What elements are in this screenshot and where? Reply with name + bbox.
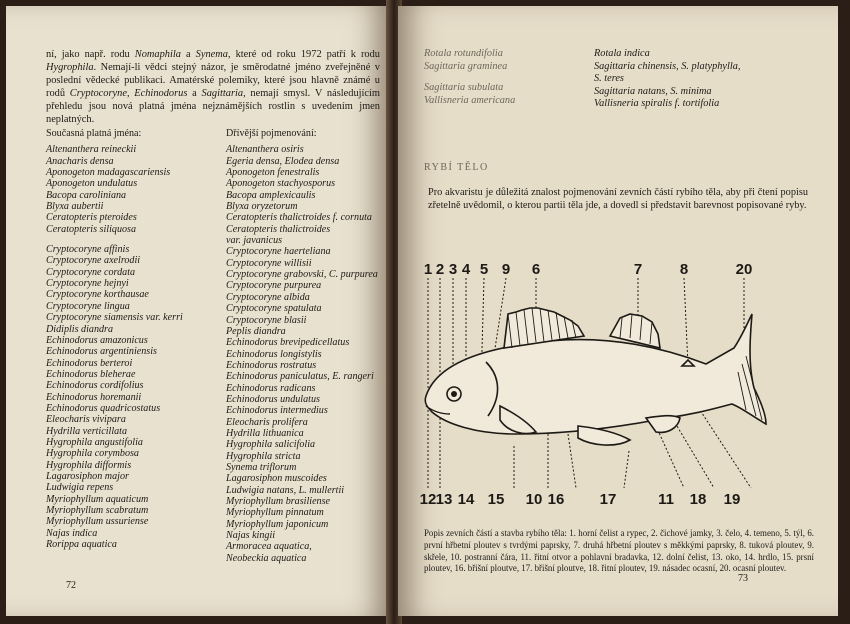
bottom-label-11: 11 xyxy=(658,491,674,508)
bottom-label-19: 19 xyxy=(723,491,741,508)
current-name-item: Lagarosiphon major xyxy=(46,470,129,482)
current-names-column xyxy=(46,128,221,550)
former-name-item: Cryptocoryne albida xyxy=(226,291,310,303)
continued-former-name: Vallisneria spiralis f. tortifolia xyxy=(594,98,720,109)
current-name-item: Hygrophila angustifolia xyxy=(46,436,143,448)
former-name-item: Bacopa amplexicaulis xyxy=(226,189,316,201)
continued-current-name: Sagittaria graminea xyxy=(424,60,508,72)
former-name-item: Ludwigia natans, L. mullertii xyxy=(226,484,345,496)
continued-current-names xyxy=(424,48,594,107)
top-label-3: 3 xyxy=(448,261,458,278)
former-name-item: Armoracea aquatica, xyxy=(226,541,312,553)
current-name-item: Cryptocoryne hejnyi xyxy=(46,278,129,290)
continued-current-name: Rotala rotundifolia xyxy=(424,48,503,59)
bottom-label-12: 12 xyxy=(419,491,437,508)
current-name-item: Echinodorus amazonicus xyxy=(46,334,148,346)
current-name-item: Hydrilla verticillata xyxy=(46,425,128,437)
current-name-item: Echinodorus quadricostatus xyxy=(46,402,161,414)
former-name-item: Peplis diandra xyxy=(226,325,286,337)
former-name-item: Myriophyllum brasiliense xyxy=(226,496,331,507)
top-label-8: 8 xyxy=(679,261,689,278)
list-gap xyxy=(46,235,221,244)
current-name-item: Ceratopteris pteroides xyxy=(46,212,137,224)
former-name-item: Echinodorus intermedius xyxy=(226,405,328,417)
current-name-item: Echinodorus cordifolius xyxy=(46,380,144,392)
fish-outline xyxy=(425,308,766,445)
former-names-list xyxy=(226,144,386,564)
list-gap xyxy=(424,73,594,82)
former-name-item: Eleocharis prolifera xyxy=(226,416,308,428)
former-names-column xyxy=(226,128,386,564)
former-name-item: Myriophyllum pinnatum xyxy=(226,507,324,519)
former-name-item: Neobeckia aquatica xyxy=(226,552,307,564)
current-name-item: Rorippa aquatica xyxy=(46,539,117,551)
former-name-item: Hygrophila salicifolia xyxy=(226,439,316,451)
current-name-item: Myriophyllum ussuriense xyxy=(46,516,149,528)
section-paragraph: Pro akvaristu je důležitá znalost pojmenování zevních částí rybího těla, aby při čtení popisu zřetelně uvědomil, o kterou partii těla jde, a dovedl si představit barevnost popisované ryby. xyxy=(428,187,808,211)
former-name-item: Cryptocoryne grabovski, C. purpurea xyxy=(226,269,378,281)
top-label-1: 1 xyxy=(423,261,433,278)
continued-current-name: Sagittaria subulata xyxy=(424,82,504,93)
top-label-4: 4 xyxy=(461,261,471,278)
current-name-item: Aponogeton madagascariensis xyxy=(46,167,171,179)
current-names-header: Současná platná jména: xyxy=(46,128,142,139)
current-name-item: Myriophyllum scabratum xyxy=(46,505,149,516)
current-name-item: Blyxa aubertii xyxy=(46,201,104,213)
current-name-item: Echinodorus horemanii xyxy=(46,391,142,403)
former-name-item: Synema triflorum xyxy=(226,461,297,473)
bottom-label-15: 15 xyxy=(487,491,505,508)
top-label-2: 2 xyxy=(435,261,445,278)
current-name-item: Cryptocoryne axelrodii xyxy=(46,255,141,267)
continued-former-name: Sagittaria natans, S. minima xyxy=(594,85,712,97)
former-name-item: Echinodorus brevipedicellatus xyxy=(226,337,350,349)
former-name-item: Najas kingii xyxy=(226,530,276,542)
bottom-label-17: 17 xyxy=(599,491,617,508)
current-name-item: Cryptocoryne lingua xyxy=(46,300,130,312)
former-name-item: Ceratopteris thalictroides f. cornuta xyxy=(226,212,372,224)
former-name-item: Cryptocoryne willisii xyxy=(226,257,312,269)
continued-former-name: Sagittaria chinensis, S. platyphylla, xyxy=(594,60,741,72)
current-name-item: Cryptocoryne korthausae xyxy=(46,289,149,301)
former-name-item: Egeria densa, Elodea densa xyxy=(226,155,340,167)
intro-paragraph: ní, jako např. rodu Nomaphila a Synema, které od roku 1972 patří k rodu Hygrophila. Nemají-li vědci stejný názor, je směrodatné jméno zveřejněné v poslední vědecké publikaci. Amatérské polemiky, které jsou hlavně známé u rodů Cryptocoryne, Echinodorus a Sagittaria, nemají smysl. V následujícím přehledu jsou nová platná jména nejznámějších rostlin s uvedením jmen neplatných. xyxy=(46,49,380,126)
current-name-item: Ludwigia repens xyxy=(46,482,114,494)
former-name-item: Echinodorus radicans xyxy=(226,382,316,394)
continued-current-name: Vallisneria americana xyxy=(424,94,516,106)
section-title: RYBÍ TĚLO xyxy=(424,162,489,173)
current-name-item: Hygrophila difformis xyxy=(46,459,132,471)
current-name-item: Didiplis diandra xyxy=(46,323,114,335)
former-name-item: Altenanthera osiris xyxy=(226,144,304,156)
former-name-item: Aponogeton fenestralis xyxy=(226,167,320,179)
former-name-item: Aponogeton stachyosporus xyxy=(226,178,336,190)
current-name-item: Cryptocoryne cordata xyxy=(46,266,136,278)
current-name-item: Myriophyllum aquaticum xyxy=(46,493,149,505)
former-name-item: Cryptocoryne purpurea xyxy=(226,280,322,292)
bottom-label-16: 16 xyxy=(547,491,565,508)
fish-diagram xyxy=(416,256,816,518)
continued-former-name: S. teres xyxy=(594,73,624,84)
former-name-item: Echinodorus undulatus xyxy=(226,393,320,405)
left-page xyxy=(6,6,390,616)
former-name-item: Hydrilla lithuanica xyxy=(226,427,304,439)
top-label-9: 9 xyxy=(501,261,511,278)
page-number-left: 72 xyxy=(66,580,76,591)
top-label-5: 5 xyxy=(479,261,489,278)
current-name-item: Cryptocoryne affinis xyxy=(46,244,130,256)
former-name-item: Echinodorus rostratus xyxy=(226,359,317,371)
current-name-item: Eleocharis vivipara xyxy=(46,414,126,426)
top-label-6: 6 xyxy=(531,261,541,278)
current-names-list xyxy=(46,144,221,550)
page-number-right: 73 xyxy=(738,573,748,584)
former-name-item: Echinodorus paniculatus, E. rangeri xyxy=(226,371,374,383)
current-name-item: Altenanthera reineckii xyxy=(46,144,137,156)
current-name-item: Aponogeton undulatus xyxy=(46,178,138,190)
current-name-item: Hygrophila corymbosa xyxy=(46,448,139,460)
figure-caption: Popis zevních částí a stavba rybího těla: 1. horní čelist a rypec, 2. čichové jamky, 3. čelo, 4. temeno, 5. týl, 6. první hřbetní ploutev s tvrdými paprsky, 7. druhá hřbetní ploutev s měkkými paprsky, 8. tuková ploutev, 9. skřele, 10. postranní čára, 11. řitní otvor a pohlavní bradavka, 12. dolní čelist, 13. oko, 14. hrdlo, 15. prsní ploutev, 16. břišní ploutve, 17. břišní ploutve, 18. řitní ploutev, 19. násadec ocasní, 20. ocasní ploutev. xyxy=(424,528,814,574)
current-name-item: Echinodorus berteroi xyxy=(46,357,133,369)
bottom-label-13: 13 xyxy=(435,491,453,508)
former-name-item: Blyxa oryzetorum xyxy=(226,201,298,213)
former-name-item: Cryptocoryne haerteliana xyxy=(226,246,331,258)
current-name-item: Echinodorus bleherae xyxy=(46,368,136,380)
top-label-7: 7 xyxy=(633,261,643,278)
former-name-item: var. javanicus xyxy=(226,235,283,247)
current-name-item: Ceratopteris siliquosa xyxy=(46,223,137,235)
top-label-20: 20 xyxy=(735,261,753,278)
former-name-item: Cryptocoryne blasii xyxy=(226,314,307,326)
right-page xyxy=(398,6,838,616)
current-name-item: Najas indica xyxy=(46,527,98,539)
continued-former-name: Rotala indica xyxy=(594,48,650,59)
former-name-item: Lagarosiphon muscoides xyxy=(226,473,327,485)
current-name-item: Cryptocoryne siamensis var. kerri xyxy=(46,312,183,324)
fish-pupil xyxy=(451,391,457,397)
current-name-item: Bacopa caroliniana xyxy=(46,189,127,201)
former-name-item: Echinodorus longistylis xyxy=(226,348,322,360)
former-name-item: Hygrophila stricta xyxy=(226,450,301,462)
continued-former-names xyxy=(594,48,804,111)
bottom-label-18: 18 xyxy=(689,491,707,508)
former-names-header: Dřívější pojmenování: xyxy=(226,128,317,139)
former-name-item: Myriophyllum japonicum xyxy=(226,518,329,530)
current-name-item: Anacharis densa xyxy=(46,155,114,167)
bottom-label-14: 14 xyxy=(457,491,475,508)
current-name-item: Echinodorus argentiniensis xyxy=(46,346,157,358)
bottom-label-10: 10 xyxy=(525,491,543,508)
former-name-item: Cryptocoryne spatulata xyxy=(226,303,322,315)
former-name-item: Ceratopteris thalictroides xyxy=(226,223,331,235)
